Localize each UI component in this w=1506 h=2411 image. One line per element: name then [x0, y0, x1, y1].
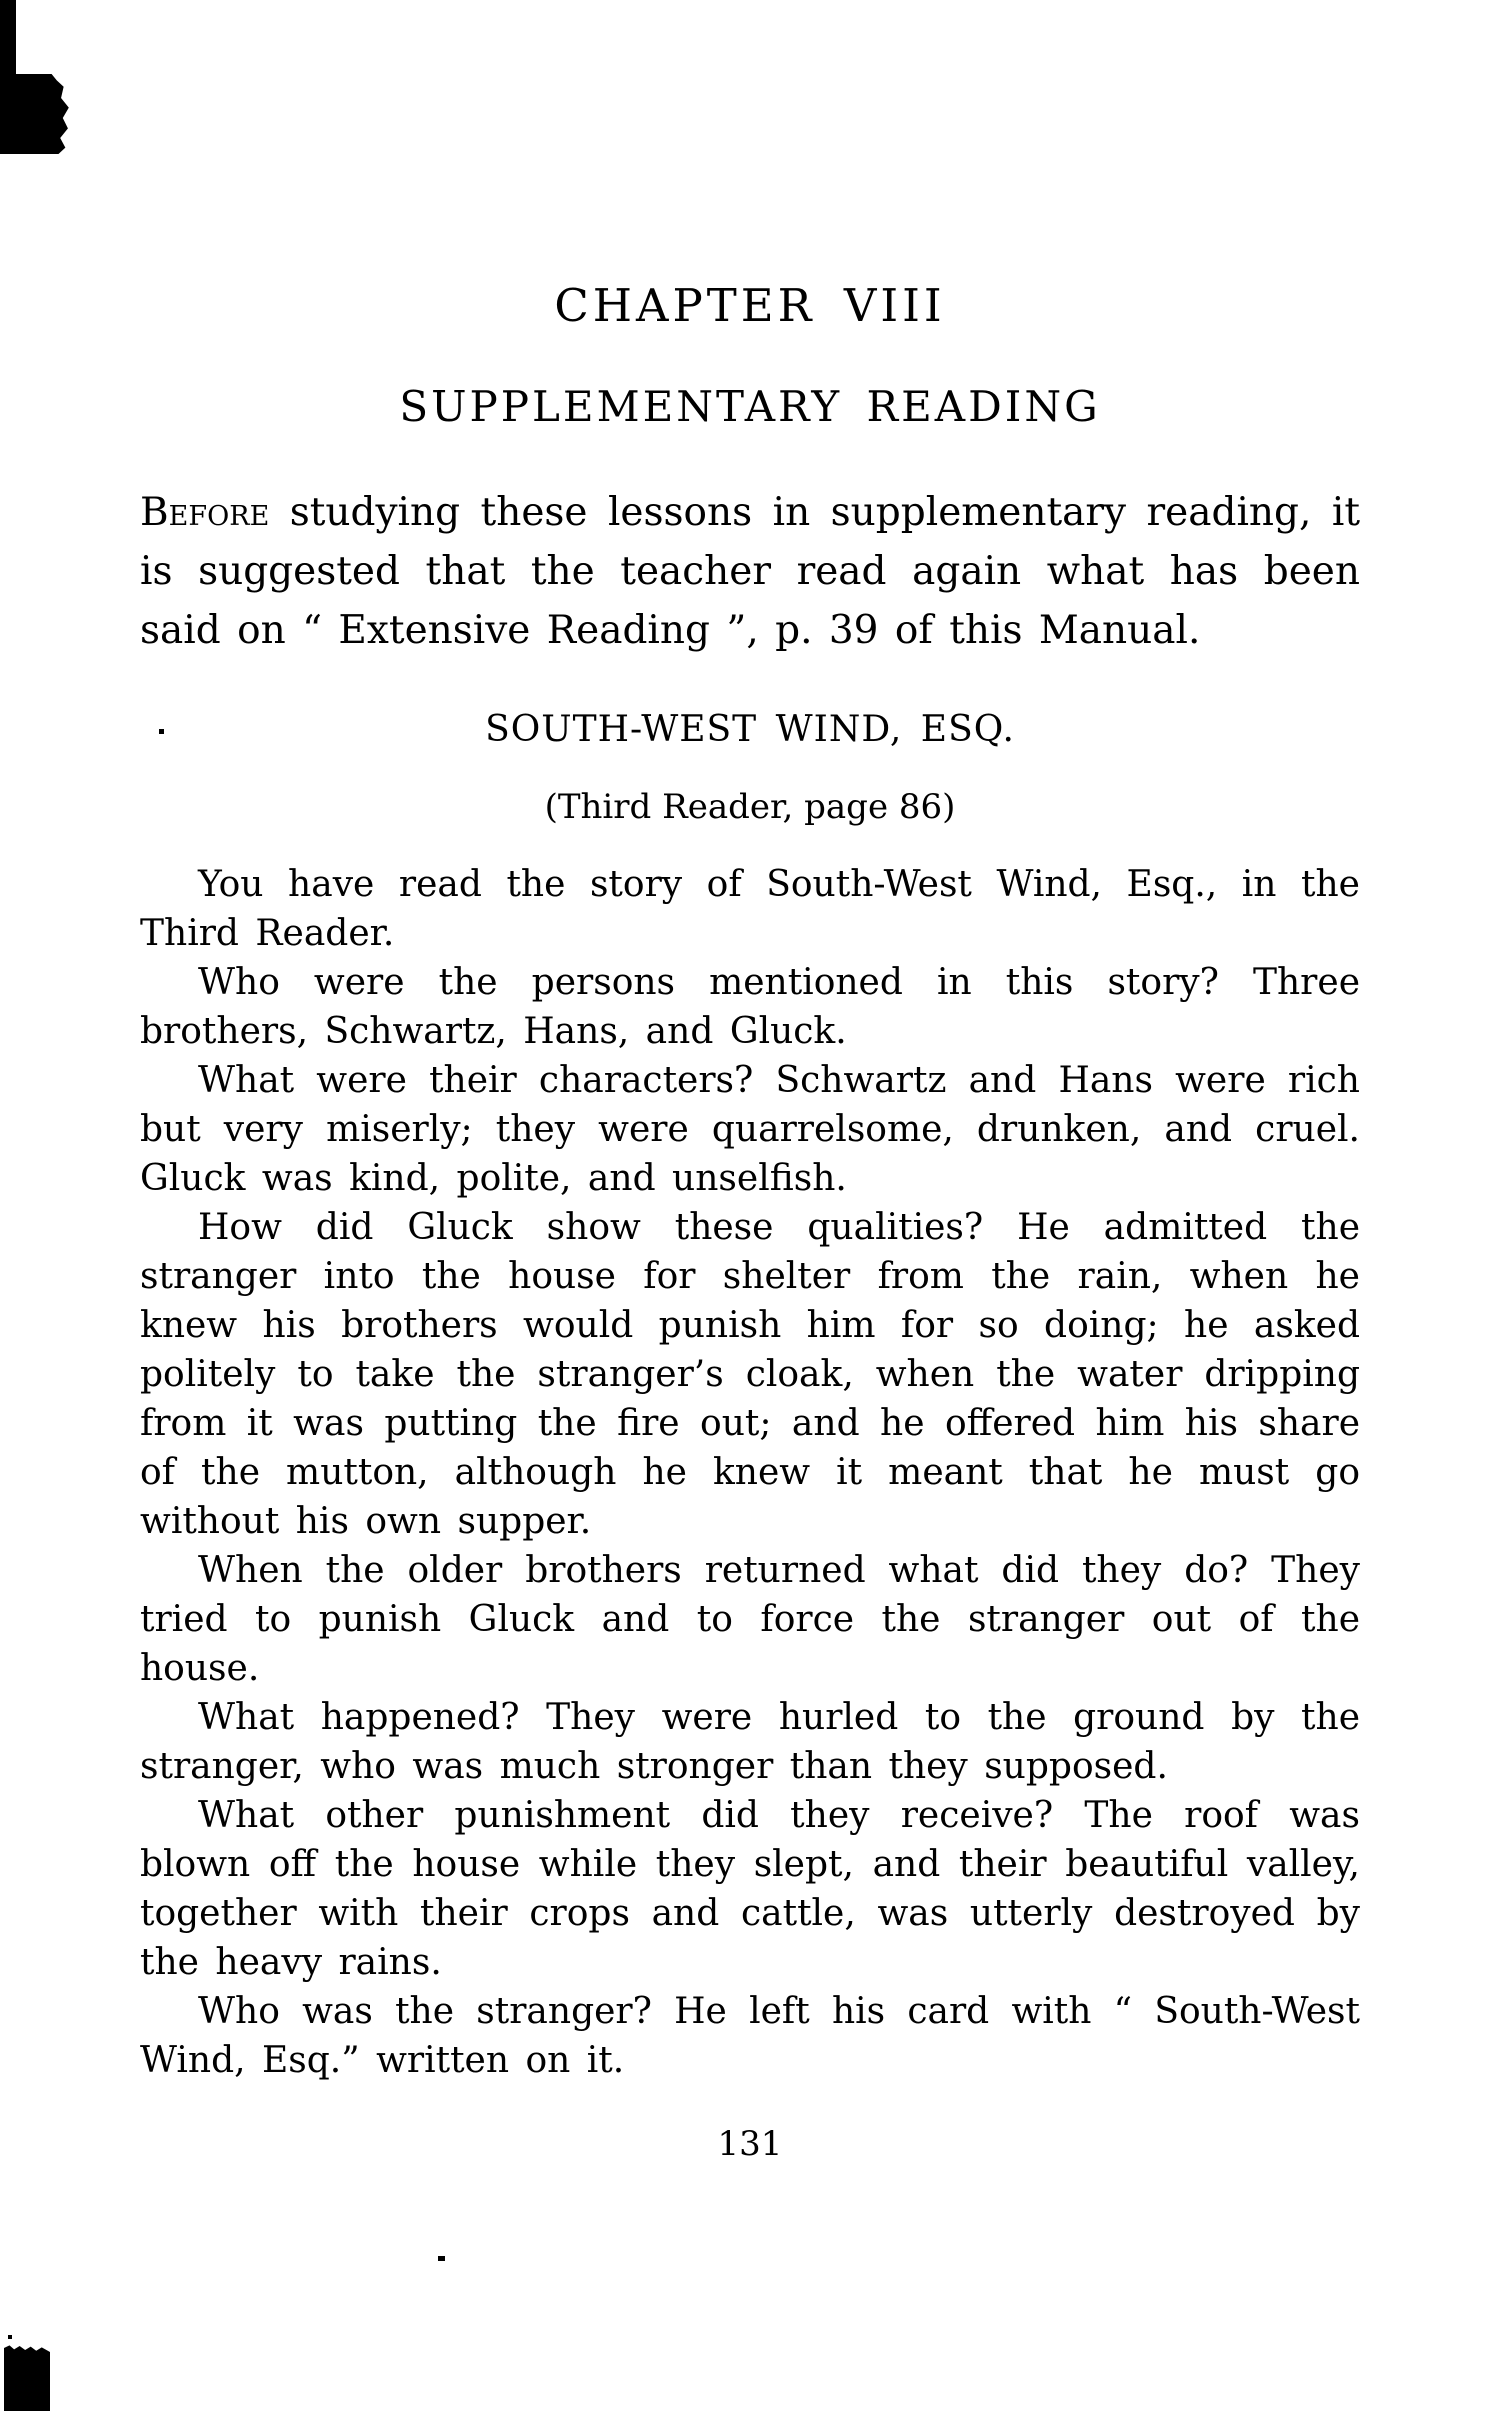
story-paragraph: When the older brothers returned what did they do? They tried to punish Gluck and to force the stranger out of the house. [140, 1550, 1360, 1689]
story-paragraph: What other punishment did they receive? The roof was blown off the house while they slept, and their beautiful valley, together with their crops and cattle, was utterly destroyed by the heavy rains. [140, 1795, 1360, 1983]
scan-artifact-speck [438, 2256, 445, 2261]
story-paragraph: How did Gluck show these qualities? He admitted the stranger into the house for shelter from the rain, when he knew his brothers would punish him for so doing; he asked politely to take the stranger’s cloak, when the water dripping from it was putting the fire out; and he offered him his share of the mutton, although he knew it meant that he must go without his own supper. [140, 1207, 1360, 1542]
scan-artifact-bottom-left [4, 2344, 50, 2411]
story-subheading: (Third Reader, page 86) [544, 787, 956, 827]
section-title: SUPPLEMENTARY READING [399, 382, 1101, 431]
story-paragraph: You have read the story of South-West Wind, Esq., in the Third Reader. [140, 864, 1360, 954]
story-paragraph: What were their characters? Schwartz and Hans were rich but very miserly; they were quarrelsome, drunken, and cruel. Gluck was kind, polite, and unselfish. [140, 1060, 1360, 1199]
intro-paragraph-text: studying these lessons in supplementary reading, it is suggested that the teacher read again what has been said on “ Extensive Reading ”, p. 39 of this Manual. [140, 490, 1360, 653]
text-block [140, 0, 1360, 2164]
story-paragraph: Who was the stranger? He left his card with “ South-West Wind, Esq.” written on it. [140, 1991, 1360, 2081]
story-paragraph: Who were the persons mentioned in this story? Three brothers, Schwartz, Hans, and Gluck. [140, 962, 1360, 1052]
chapter-title: CHAPTER VIII [554, 279, 946, 332]
scan-artifact-top-left-blob [0, 74, 86, 154]
page-number: 131 [717, 2124, 783, 2164]
story-body [140, 860, 1360, 2085]
scan-artifact-top-left-bar [0, 0, 16, 80]
scan-artifact-speck [8, 2335, 12, 2339]
story-paragraph: What happened? They were hurled to the ground by the stranger, who was much stronger than they supposed. [140, 1697, 1360, 1787]
intro-lead-word: Before [140, 490, 270, 535]
story-heading: SOUTH-WEST WIND, ESQ. [485, 709, 1015, 750]
intro-paragraph [140, 483, 1360, 660]
